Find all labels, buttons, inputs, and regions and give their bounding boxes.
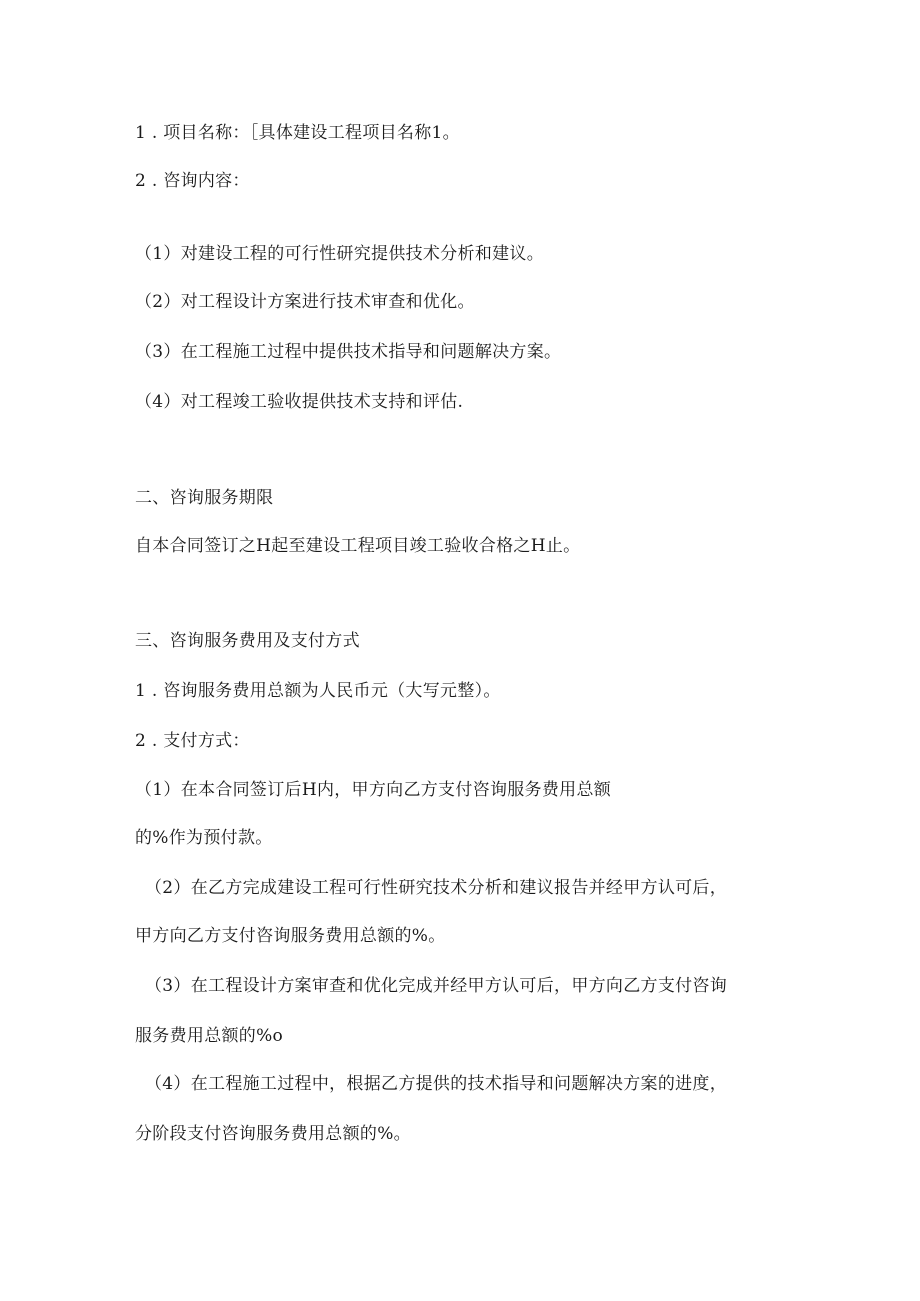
section-heading-term: 二、咨询服务期限 [135, 488, 274, 508]
content-item-3: （3）在工程施工过程中提供技术指导和问题解决方案。 [135, 342, 562, 362]
content-item-2: （2）对工程设计方案进行技术审查和优化。 [135, 292, 475, 312]
payment-item-2: （2）在乙方完成建设工程可行性研究技术分析和建议报告并经甲方认可后， [145, 878, 728, 898]
payment-item-1-cont: 的%作为预付款。 [135, 828, 273, 848]
project-name-line: 1 . 项目名称：［具体建设工程项目名称1。 [135, 123, 460, 143]
term-text: 自本合同签订之H起至建设工程项目竣工验收合格之H止。 [135, 536, 581, 556]
section-heading-fees: 三、咨询服务费用及支付方式 [135, 631, 360, 651]
payment-item-3-cont: 服务费用总额的%o [135, 1026, 284, 1046]
payment-method-heading: 2 . 支付方式： [135, 731, 250, 751]
content-item-4: （4）对工程竣工验收提供技术支持和评估. [135, 392, 464, 412]
payment-item-3: （3）在工程设计方案审查和优化完成并经甲方认可后，甲方向乙方支付咨询 [145, 976, 728, 996]
payment-item-4-cont: 分阶段支付咨询服务费用总额的%。 [135, 1124, 411, 1144]
payment-item-1: （1）在本合同签订后H内，甲方向乙方支付咨询服务费用总额 [135, 780, 612, 800]
content-item-1: （1）对建设工程的可行性研究提供技术分析和建议。 [135, 244, 545, 264]
fee-total-line: 1 . 咨询服务费用总额为人民币元（大写元整）。 [135, 681, 501, 701]
payment-item-4: （4）在工程施工过程中，根据乙方提供的技术指导和问题解决方案的进度， [145, 1074, 728, 1094]
consulting-content-heading: 2 . 咨询内容： [135, 171, 250, 191]
payment-item-2-cont: 甲方向乙方支付咨询服务费用总额的%。 [135, 926, 446, 946]
